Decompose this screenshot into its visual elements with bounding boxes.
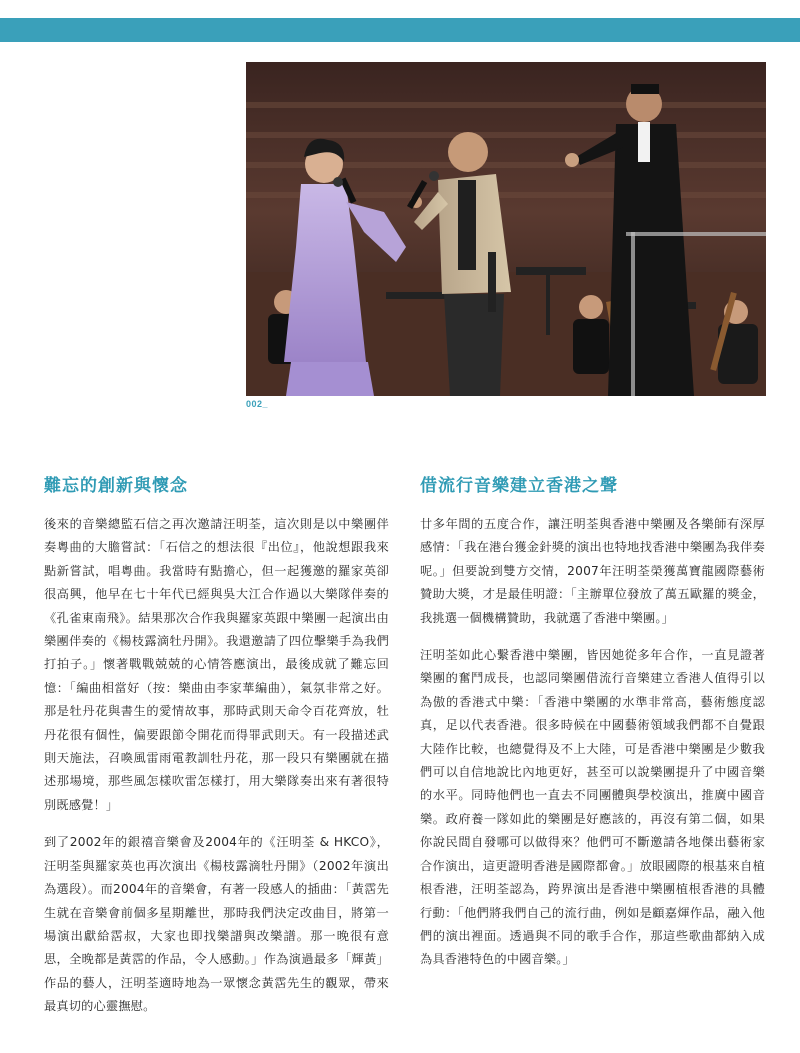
right-section-heading: 借流行音樂建立香港之聲 bbox=[420, 476, 618, 496]
concert-photo bbox=[246, 62, 766, 396]
right-paragraph-2: 汪明荃如此心繫香港中樂團，皆因她從多年合作，一直見證著樂團的奮鬥成長，也認同樂團借流行音樂建立香港人值得引以為傲的香港式中樂：「香港中樂團的水準非常高，藝術態度認真，足以代表香港。很多時候在中國藝術領域我們都不自覺跟大陸作比較，也總覺得及不上大陸，可是香港中樂團是少數我們可以自信地說比內地更好，甚至可以說樂團提升了中國音樂的水平。同時他們也一直去不同團體與學校演出，推廣中國音樂。政府養一隊如此的樂團是好應該的，再沒有第二個，如果你說民間自發哪可以做得來？他們可不斷邀請各地傑出藝術家合作演出，這更證明香港是國際都會。」放眼國際的根基來自植根香港，汪明荃認為，跨界演出是香港中樂團植根香港的具體行動：「他們將我們自己的流行曲，例如是顧嘉煇作品，融入他們的演出裡面。透過與不同的歌手合作，那這些歌曲都納入成為具香港特色的中國音樂。」 bbox=[420, 648, 765, 967]
page-number: 002_ bbox=[246, 399, 269, 409]
left-paragraph-2: 到了2002年的銀禧音樂會及2004年的《汪明荃 & HKCO》，汪明荃與羅家英也再次演出《楊枝露滴牡丹開》（2002年演出為選段）。而2004年的音樂會，有著一段感人的插曲：「黃霑先生就在音樂會前個多星期離世，那時我們決定改曲目，將第一場演出獻給霑叔，大家也即找樂譜與改樂譜。那一晚很有意思，全晚都是黃霑的作品，令人感動。」作為演過最多「輝黃」作品的藝人，汪明荃適時地為一眾懷念黃霑先生的觀眾，帶來最真切的心靈撫慰。 bbox=[44, 835, 389, 1014]
left-column bbox=[44, 513, 389, 1033]
right-paragraph-1: 廿多年間的五度合作，讓汪明荃與香港中樂團及各樂師有深厚感情：「我在港台獲金針獎的演出也特地找香港中樂團為我伴奏呢。」但要說到雙方交情，2007年汪明荃榮獲萬寶龍國際藝術贊助大獎，才是最佳明證：「主辦單位發放了萬五歐羅的獎金，我挑選一個機構贊助，我就選了香港中樂團。」 bbox=[420, 517, 765, 625]
left-section-heading: 難忘的創新與懷念 bbox=[44, 476, 188, 496]
top-color-band bbox=[0, 18, 800, 42]
left-paragraph-1: 後來的音樂總監石信之再次邀請汪明荃，這次則是以中樂團伴奏粵曲的大膽嘗試：「石信之的想法很『出位』，他說想跟我來點新嘗試，唱粵曲。我當時有點擔心，但一起獲邀的羅家英卻很高興，他早在七十年代已經與吳大江合作過以大樂隊伴奏的《孔雀東南飛》。結果那次合作我與羅家英跟中樂團一起演出由樂團伴奏的《楊枝露滴牡丹開》。我還邀請了四位擊樂手為我們打拍子。」懷著戰戰兢兢的心情答應演出，最後成就了難忘回憶：「編曲相當好（按：樂曲由李家華編曲），氣氛非常之好。那是牡丹花與書生的愛情故事，那時武則天命令百花齊放，牡丹花很有個性，偏要跟節令開花而得罪武則天。有一段描述武則天施法，召喚風雷雨電教訓牡丹花，那一段只有樂團就在描述那場境，那些風怎樣吹雷怎樣打，用大樂隊奏出來有著很特別既感覺！」 bbox=[44, 517, 389, 812]
concert-photo-icon bbox=[246, 62, 766, 396]
right-column bbox=[420, 513, 765, 986]
